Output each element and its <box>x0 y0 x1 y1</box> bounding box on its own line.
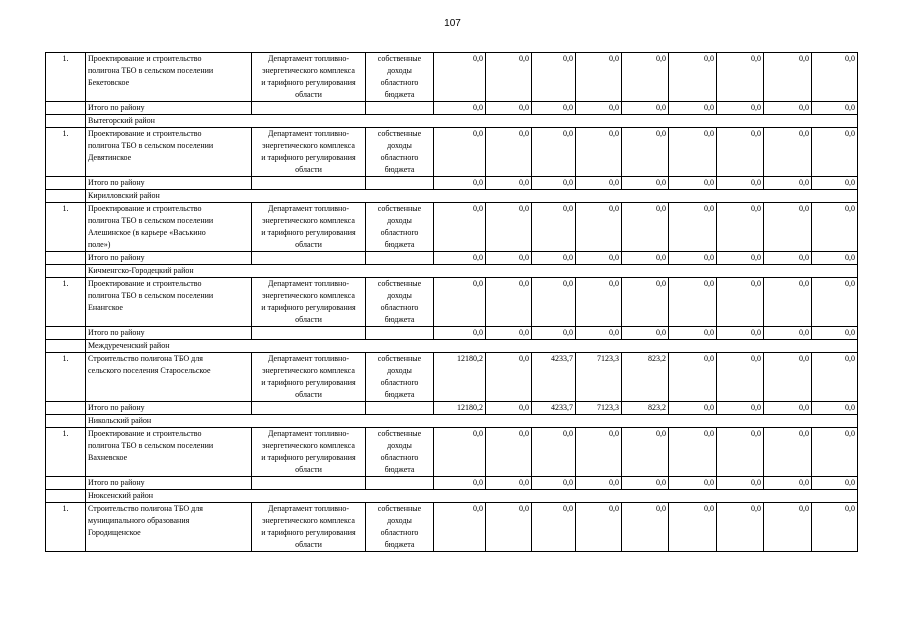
value-cell: 0,0 <box>669 278 717 327</box>
funding-source <box>366 353 434 402</box>
total-value-cell: 0,0 <box>576 252 622 265</box>
value-cell: 0,0 <box>669 53 717 102</box>
total-value-cell: 0,0 <box>717 252 764 265</box>
value-cell: 0,0 <box>532 278 576 327</box>
funding-source-line: собственные <box>377 129 422 138</box>
measure-name-line: Вахневское <box>88 453 128 462</box>
value-cell: 0,0 <box>669 353 717 402</box>
value-cell: 0,0 <box>812 278 858 327</box>
total-value-cell: 0,0 <box>486 327 532 340</box>
total-source-empty <box>366 327 434 340</box>
measure-name-line: муниципального образования <box>88 516 190 525</box>
funding-source-line: областного <box>380 78 419 87</box>
total-source-empty <box>366 477 434 490</box>
total-value-cell: 0,0 <box>434 327 486 340</box>
total-value-cell: 0,0 <box>434 177 486 190</box>
total-source-empty <box>366 177 434 190</box>
total-value-cell: 4233,7 <box>532 402 576 415</box>
value-cell: 0,0 <box>622 128 669 177</box>
total-value-cell: 0,0 <box>717 327 764 340</box>
value-cell: 0,0 <box>486 353 532 402</box>
district-total-row <box>46 327 858 340</box>
total-label: Итого по району <box>86 327 252 340</box>
value-cell: 0,0 <box>434 53 486 102</box>
value-cell: 0,0 <box>576 503 622 552</box>
responsible-department-line: Департамент топливно- <box>267 504 350 513</box>
total-value-cell: 12180,2 <box>434 402 486 415</box>
total-dept-empty <box>252 327 366 340</box>
total-source-empty <box>366 102 434 115</box>
value-cell: 0,0 <box>812 128 858 177</box>
value-cell: 0,0 <box>717 128 764 177</box>
value-cell: 0,0 <box>532 128 576 177</box>
measure-name <box>86 278 252 327</box>
table-row <box>46 278 858 327</box>
total-value-cell: 7123,3 <box>576 402 622 415</box>
page-number: 107 <box>444 18 461 29</box>
funding-source <box>366 53 434 102</box>
funding-source-line: бюджета <box>384 465 415 474</box>
responsible-department-line: энергетического комплекса <box>262 291 355 300</box>
funding-source-line: доходы <box>387 441 412 450</box>
responsible-department-line: и тарифного регулирования <box>261 153 356 162</box>
funding-source-line: бюджета <box>384 240 415 249</box>
value-cell: 0,0 <box>434 428 486 477</box>
funding-source-line: областного <box>380 453 419 462</box>
value-cell: 12180,2 <box>434 353 486 402</box>
measure-name <box>86 53 252 102</box>
total-label: Итого по району <box>86 102 252 115</box>
value-cell: 0,0 <box>764 203 812 252</box>
value-cell: 0,0 <box>764 53 812 102</box>
funding-source-line: собственные <box>377 504 422 513</box>
total-value-cell: 0,0 <box>764 102 812 115</box>
responsible-department-line: Департамент топливно- <box>267 279 350 288</box>
value-cell: 0,0 <box>764 428 812 477</box>
district-header-row <box>46 340 858 353</box>
value-cell: 0,0 <box>669 503 717 552</box>
funding-source-line: бюджета <box>384 165 415 174</box>
value-cell: 0,0 <box>486 503 532 552</box>
responsible-department <box>252 428 366 477</box>
row-number: 1. <box>46 128 86 177</box>
responsible-department-line: энергетического комплекса <box>262 441 355 450</box>
measure-name-line: полигона ТБО в сельском поселении <box>88 216 214 225</box>
row-number: 1. <box>46 428 86 477</box>
total-value-cell: 0,0 <box>622 477 669 490</box>
responsible-department-line: области <box>295 465 322 474</box>
responsible-department-line: и тарифного регулирования <box>261 303 356 312</box>
responsible-department-line: Департамент топливно- <box>267 129 350 138</box>
responsible-department-line: и тарифного регулирования <box>261 378 356 387</box>
responsible-department <box>252 353 366 402</box>
measure-name-line: Проектирование и строительство <box>88 279 202 288</box>
value-cell: 0,0 <box>764 128 812 177</box>
value-cell: 0,0 <box>669 203 717 252</box>
total-value-cell: 0,0 <box>434 477 486 490</box>
district-total-row <box>46 252 858 265</box>
value-cell: 0,0 <box>717 353 764 402</box>
total-value-cell: 0,0 <box>486 477 532 490</box>
value-cell: 0,0 <box>434 278 486 327</box>
responsible-department <box>252 128 366 177</box>
funding-source-line: бюджета <box>384 90 415 99</box>
funding-source-line: областного <box>380 228 419 237</box>
value-cell: 0,0 <box>764 353 812 402</box>
total-value-cell: 0,0 <box>486 177 532 190</box>
district-name: Кирилловский район <box>86 190 858 203</box>
district-header-row <box>46 115 858 128</box>
total-value-cell: 0,0 <box>622 327 669 340</box>
total-label: Итого по району <box>86 477 252 490</box>
total-spacer <box>46 327 86 340</box>
funding-source-line: собственные <box>377 204 422 213</box>
value-cell: 7123,3 <box>576 353 622 402</box>
total-spacer <box>46 252 86 265</box>
value-cell: 0,0 <box>622 203 669 252</box>
district-header-row <box>46 415 858 428</box>
measure-name-line: Строительство полигона ТБО для <box>88 504 203 513</box>
funding-source-line: собственные <box>377 54 422 63</box>
district-header-row <box>46 265 858 278</box>
responsible-department <box>252 53 366 102</box>
value-cell: 0,0 <box>532 503 576 552</box>
total-value-cell: 0,0 <box>622 252 669 265</box>
responsible-department-line: Департамент топливно- <box>267 429 350 438</box>
responsible-department-line: и тарифного регулирования <box>261 528 356 537</box>
total-value-cell: 0,0 <box>812 177 858 190</box>
responsible-department-line: области <box>295 315 322 324</box>
funding-source-line: областного <box>380 153 419 162</box>
measure-name-line: Бекетовское <box>88 78 130 87</box>
total-dept-empty <box>252 477 366 490</box>
total-spacer <box>46 177 86 190</box>
funding-source <box>366 203 434 252</box>
measure-name-line: Енангское <box>88 303 123 312</box>
responsible-department-line: энергетического комплекса <box>262 216 355 225</box>
value-cell: 0,0 <box>717 53 764 102</box>
funding-source <box>366 428 434 477</box>
total-value-cell: 0,0 <box>812 327 858 340</box>
value-cell: 0,0 <box>486 53 532 102</box>
value-cell: 4233,7 <box>532 353 576 402</box>
funding-source-line: собственные <box>377 429 422 438</box>
measure-name <box>86 353 252 402</box>
total-spacer <box>46 102 86 115</box>
total-source-empty <box>366 252 434 265</box>
responsible-department <box>252 503 366 552</box>
value-cell: 0,0 <box>717 503 764 552</box>
table-row <box>46 203 858 252</box>
district-header-row <box>46 490 858 503</box>
total-value-cell: 0,0 <box>576 102 622 115</box>
total-value-cell: 0,0 <box>669 402 717 415</box>
value-cell: 0,0 <box>532 428 576 477</box>
responsible-department-line: Департамент топливно- <box>267 354 350 363</box>
district-spacer <box>46 190 86 203</box>
total-spacer <box>46 402 86 415</box>
total-value-cell: 0,0 <box>622 177 669 190</box>
value-cell: 0,0 <box>486 428 532 477</box>
total-value-cell: 0,0 <box>717 402 764 415</box>
value-cell: 0,0 <box>576 128 622 177</box>
total-dept-empty <box>252 252 366 265</box>
funding-source <box>366 503 434 552</box>
total-value-cell: 0,0 <box>434 252 486 265</box>
funding-source-line: доходы <box>387 216 412 225</box>
total-value-cell: 0,0 <box>576 177 622 190</box>
district-spacer <box>46 415 86 428</box>
responsible-department-line: и тарифного регулирования <box>261 453 356 462</box>
total-dept-empty <box>252 102 366 115</box>
total-value-cell: 823,2 <box>622 402 669 415</box>
total-dept-empty <box>252 402 366 415</box>
total-value-cell: 0,0 <box>669 327 717 340</box>
total-value-cell: 0,0 <box>764 477 812 490</box>
value-cell: 0,0 <box>622 53 669 102</box>
measure-name <box>86 203 252 252</box>
total-value-cell: 0,0 <box>669 477 717 490</box>
responsible-department <box>252 278 366 327</box>
measure-name <box>86 128 252 177</box>
measure-name-line: Проектирование и строительство <box>88 129 202 138</box>
value-cell: 0,0 <box>812 353 858 402</box>
responsible-department-line: области <box>295 165 322 174</box>
measure-name <box>86 503 252 552</box>
total-value-cell: 0,0 <box>486 252 532 265</box>
total-value-cell: 0,0 <box>486 102 532 115</box>
district-name: Нюксенский район <box>86 490 858 503</box>
table-row <box>46 128 858 177</box>
district-name: Междуреченский район <box>86 340 858 353</box>
value-cell: 0,0 <box>812 503 858 552</box>
measure-name-line: Городищенское <box>88 528 141 537</box>
funding-source <box>366 128 434 177</box>
value-cell: 0,0 <box>576 53 622 102</box>
district-name: Кичменгско-Городецкий район <box>86 265 858 278</box>
value-cell: 0,0 <box>669 128 717 177</box>
funding-source-line: областного <box>380 528 419 537</box>
measure-name-line: Девятинское <box>88 153 132 162</box>
value-cell: 823,2 <box>622 353 669 402</box>
total-value-cell: 0,0 <box>434 102 486 115</box>
value-cell: 0,0 <box>622 278 669 327</box>
table-row <box>46 503 858 552</box>
measure-name-line: полигона ТБО в сельском поселении <box>88 441 214 450</box>
value-cell: 0,0 <box>717 203 764 252</box>
total-value-cell: 0,0 <box>532 477 576 490</box>
value-cell: 0,0 <box>812 53 858 102</box>
table-row <box>46 428 858 477</box>
value-cell: 0,0 <box>486 128 532 177</box>
row-number: 1. <box>46 278 86 327</box>
responsible-department-line: Департамент топливно- <box>267 204 350 213</box>
total-value-cell: 0,0 <box>669 177 717 190</box>
funding-source-line: бюджета <box>384 540 415 549</box>
value-cell: 0,0 <box>764 278 812 327</box>
total-value-cell: 0,0 <box>764 402 812 415</box>
row-number: 1. <box>46 53 86 102</box>
responsible-department <box>252 203 366 252</box>
value-cell: 0,0 <box>717 428 764 477</box>
value-cell: 0,0 <box>622 503 669 552</box>
total-value-cell: 0,0 <box>717 102 764 115</box>
measure-name-line: полигона ТБО в сельском поселении <box>88 291 214 300</box>
responsible-department-line: области <box>295 90 322 99</box>
measure-name <box>86 428 252 477</box>
responsible-department-line: области <box>295 240 322 249</box>
value-cell: 0,0 <box>812 203 858 252</box>
funding-source-line: бюджета <box>384 390 415 399</box>
funding-source-line: доходы <box>387 291 412 300</box>
value-cell: 0,0 <box>764 503 812 552</box>
funding-source <box>366 278 434 327</box>
responsible-department-line: энергетического комплекса <box>262 516 355 525</box>
total-value-cell: 0,0 <box>622 102 669 115</box>
funding-source-line: доходы <box>387 141 412 150</box>
district-total-row <box>46 177 858 190</box>
responsible-department-line: энергетического комплекса <box>262 366 355 375</box>
measure-name-line: Алешинское (в карьере «Васькино <box>88 228 206 237</box>
total-value-cell: 0,0 <box>812 252 858 265</box>
total-value-cell: 0,0 <box>576 327 622 340</box>
district-header-row <box>46 190 858 203</box>
funding-source-line: доходы <box>387 366 412 375</box>
total-value-cell: 0,0 <box>764 252 812 265</box>
total-spacer <box>46 477 86 490</box>
funding-source-line: доходы <box>387 516 412 525</box>
total-source-empty <box>366 402 434 415</box>
responsible-department-line: и тарифного регулирования <box>261 78 356 87</box>
district-spacer <box>46 115 86 128</box>
total-label: Итого по району <box>86 402 252 415</box>
funding-source-line: собственные <box>377 279 422 288</box>
total-value-cell: 0,0 <box>532 327 576 340</box>
value-cell: 0,0 <box>669 428 717 477</box>
district-name: Вытегорский район <box>86 115 858 128</box>
total-value-cell: 0,0 <box>717 177 764 190</box>
total-value-cell: 0,0 <box>532 252 576 265</box>
measure-name-line: полигона ТБО в сельском поселении <box>88 66 214 75</box>
total-value-cell: 0,0 <box>812 477 858 490</box>
total-value-cell: 0,0 <box>717 477 764 490</box>
measure-name-line: Проектирование и строительство <box>88 429 202 438</box>
total-label: Итого по району <box>86 252 252 265</box>
responsible-department-line: области <box>295 540 322 549</box>
row-number: 1. <box>46 503 86 552</box>
program-table <box>45 52 858 552</box>
value-cell: 0,0 <box>486 278 532 327</box>
row-number: 1. <box>46 203 86 252</box>
district-total-row <box>46 477 858 490</box>
district-total-row <box>46 402 858 415</box>
measure-name-line: Проектирование и строительство <box>88 204 202 213</box>
total-value-cell: 0,0 <box>532 177 576 190</box>
value-cell: 0,0 <box>434 203 486 252</box>
measure-name-line: поле») <box>88 240 111 249</box>
district-spacer <box>46 265 86 278</box>
value-cell: 0,0 <box>576 203 622 252</box>
district-spacer <box>46 340 86 353</box>
responsible-department-line: энергетического комплекса <box>262 66 355 75</box>
district-spacer <box>46 490 86 503</box>
measure-name-line: полигона ТБО в сельском поселении <box>88 141 214 150</box>
table-row <box>46 353 858 402</box>
measure-name-line: Проектирование и строительство <box>88 54 202 63</box>
total-value-cell: 0,0 <box>812 402 858 415</box>
total-value-cell: 0,0 <box>764 177 812 190</box>
funding-source-line: доходы <box>387 66 412 75</box>
funding-source-line: собственные <box>377 354 422 363</box>
responsible-department-line: и тарифного регулирования <box>261 228 356 237</box>
funding-source-line: областного <box>380 378 419 387</box>
value-cell: 0,0 <box>717 278 764 327</box>
district-total-row <box>46 102 858 115</box>
total-value-cell: 0,0 <box>669 252 717 265</box>
total-dept-empty <box>252 177 366 190</box>
funding-source-line: областного <box>380 303 419 312</box>
table-row <box>46 53 858 102</box>
responsible-department-line: области <box>295 390 322 399</box>
value-cell: 0,0 <box>532 53 576 102</box>
total-value-cell: 0,0 <box>576 477 622 490</box>
row-number: 1. <box>46 353 86 402</box>
value-cell: 0,0 <box>812 428 858 477</box>
total-value-cell: 0,0 <box>812 102 858 115</box>
district-name: Никольский район <box>86 415 858 428</box>
responsible-department-line: энергетического комплекса <box>262 141 355 150</box>
measure-name-line: сельского поселения Старосельское <box>88 366 211 375</box>
value-cell: 0,0 <box>576 278 622 327</box>
total-value-cell: 0,0 <box>669 102 717 115</box>
responsible-department-line: Департамент топливно- <box>267 54 350 63</box>
measure-name-line: Строительство полигона ТБО для <box>88 354 203 363</box>
total-value-cell: 0,0 <box>532 102 576 115</box>
value-cell: 0,0 <box>434 128 486 177</box>
total-value-cell: 0,0 <box>486 402 532 415</box>
total-value-cell: 0,0 <box>764 327 812 340</box>
value-cell: 0,0 <box>434 503 486 552</box>
value-cell: 0,0 <box>486 203 532 252</box>
funding-source-line: бюджета <box>384 315 415 324</box>
value-cell: 0,0 <box>532 203 576 252</box>
value-cell: 0,0 <box>622 428 669 477</box>
total-label: Итого по району <box>86 177 252 190</box>
value-cell: 0,0 <box>576 428 622 477</box>
